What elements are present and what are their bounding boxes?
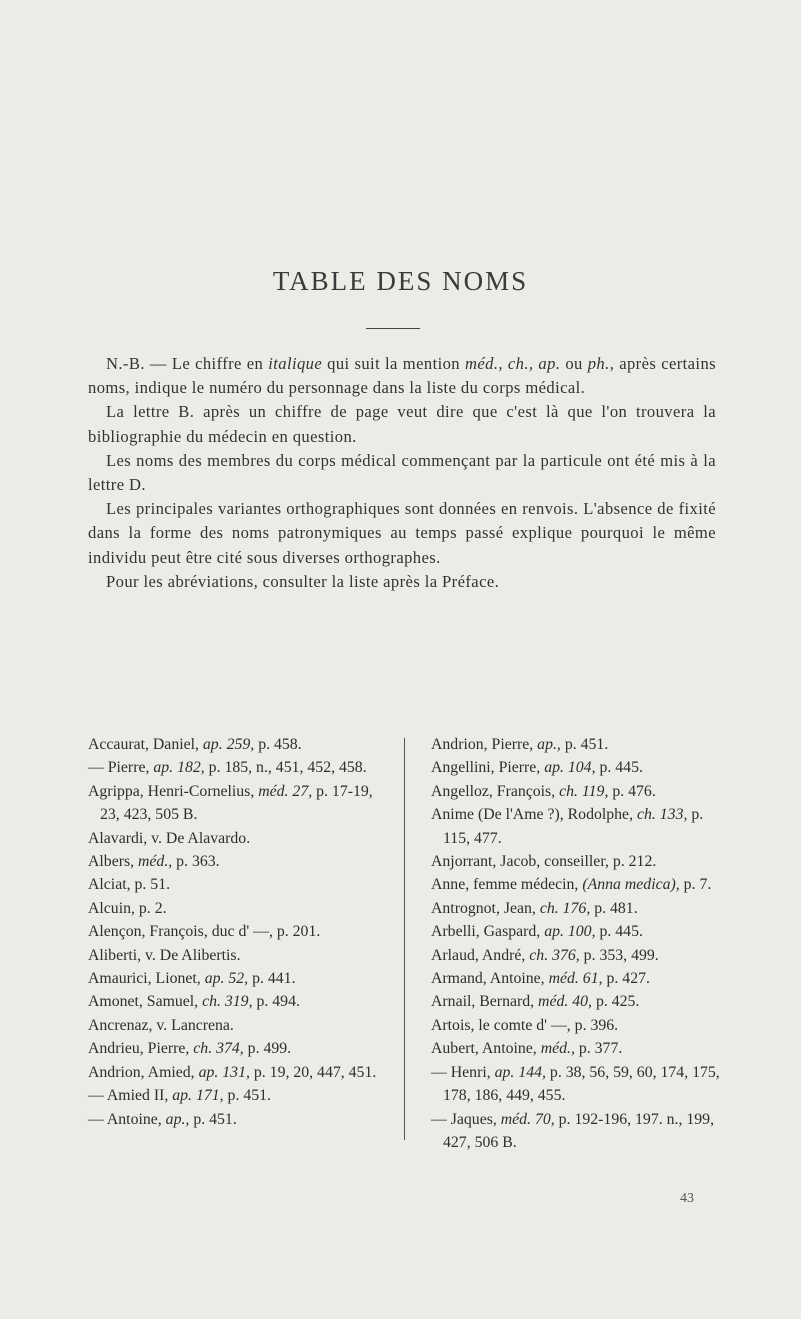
text-run: Ancrenaz, v. Lancrena. [88, 1016, 234, 1034]
index-entry [88, 850, 388, 873]
index-entry [88, 1084, 388, 1107]
index-entry [431, 897, 731, 920]
intro-paragraph [88, 449, 716, 497]
index-entry [431, 990, 731, 1013]
text-run: — Amied II, [88, 1087, 173, 1105]
index-column-left [88, 733, 388, 1131]
italic-run: (Anna medica), [582, 876, 680, 894]
text-run: p. 481. [590, 899, 638, 917]
text-run: p. 445. [595, 923, 643, 941]
index-entry [431, 803, 731, 850]
index-entry [431, 967, 731, 990]
text-run: p. 476. [608, 782, 656, 800]
index-entry [88, 990, 388, 1013]
page-title: TABLE DES NOMS [272, 266, 529, 296]
text-run: p. 38, 56, 59, 60, 174, 175, 178, 186, 449, 455. [443, 1063, 720, 1105]
text-run: p. 499. [243, 1040, 292, 1058]
index-entry [431, 756, 731, 779]
italic-run: méd., [138, 853, 173, 871]
text-run: p. 427. [602, 970, 650, 988]
italic-run: ap. 171, [172, 1087, 224, 1105]
text-run: p. 353, 499. [579, 946, 659, 964]
index-entry [88, 920, 388, 943]
text-run: p. 451. [560, 736, 609, 753]
text-run: Angellini, Pierre, [431, 759, 545, 777]
text-run: Alençon, François, duc d' —, p. 201. [88, 923, 321, 941]
italic-run: méd. 70, [500, 1110, 555, 1128]
index-entry [431, 780, 731, 803]
italic-run: ch. 176, [539, 899, 591, 917]
italic-run: ap. 52, [204, 970, 249, 988]
text-run: p. 192-196, 197. n., 199, 427, 506 B. [443, 1110, 715, 1151]
text-run: Albers, [88, 853, 139, 871]
text-run: p. 441. [248, 970, 296, 988]
index-entry [431, 944, 731, 967]
italic-run: ch. 376, [529, 946, 580, 964]
text-run: p. 377. [574, 1040, 623, 1058]
text-run: p. 363. [172, 853, 220, 871]
italic-run: ch. 374, [193, 1040, 244, 1058]
text-run: N.-B. — Le chiffre en [106, 354, 269, 373]
intro-paragraph [88, 570, 716, 594]
text-run: Anime (De l'Ame ?), Rodolphe, [431, 806, 637, 824]
text-run: Andrion, Pierre, [431, 736, 538, 753]
index-entry [88, 780, 388, 827]
italic-run: ap., [537, 736, 561, 753]
italic-run: ch. 133, [636, 806, 688, 824]
text-run: — Pierre, [88, 759, 154, 777]
page-number: 43 [680, 1191, 694, 1206]
text-run: Les principales variantes orthographiques sont données en renvois. L'absence de fixité dans la forme des noms patronymiques au temps passé explique pourquoi le même individu peut être cité sous diverses orthographes. [88, 499, 716, 567]
index-entry [88, 1037, 388, 1060]
text-run: p. 445. [595, 759, 643, 777]
index-entry [88, 873, 388, 896]
text-run: Aliberti, v. De Alibertis. [88, 946, 241, 964]
index-entry [88, 967, 388, 990]
text-run: — Jaques, [431, 1110, 501, 1128]
index-entry [431, 1108, 731, 1155]
italic-run: méd. 61, [548, 970, 603, 988]
text-run: Amonet, Samuel, [88, 993, 203, 1011]
text-run: — Antoine, [88, 1110, 166, 1128]
text-run: Artois, le comte d' —, p. 396. [431, 1016, 619, 1034]
index-column-right [431, 733, 731, 1154]
text-run: Amaurici, Lionet, [88, 970, 205, 988]
italic-run: ap., [165, 1110, 190, 1128]
text-run: Aubert, Antoine, [431, 1040, 541, 1058]
index-entry [431, 850, 731, 873]
index-entry [88, 756, 388, 779]
italic-run: ap. 144, [494, 1063, 546, 1081]
italic-run: ap. 182, [153, 759, 205, 777]
text-run: p. 17-19, 23, 423, 505 B. [100, 782, 373, 824]
italic-run: ch. 119, [559, 782, 609, 800]
index-entry [431, 1037, 731, 1060]
text-run: p. 451. [223, 1087, 271, 1105]
text-run: Pour les abréviations, consulter la liste après la Préface. [106, 571, 500, 591]
text-run: Antrognot, Jean, [431, 899, 540, 917]
italic-run: méd. 40, [538, 993, 592, 1011]
index-entry [88, 1108, 388, 1131]
italic-run: ph. [587, 354, 610, 373]
text-run: La lettre B. après un chiffre de page veut dire que c'est là que l'on trouvera la bibliographie du médecin en question. [88, 402, 716, 446]
index-entry [88, 897, 388, 920]
intro-notes [88, 352, 716, 594]
text-run: Alavardi, v. De Alavardo. [88, 829, 251, 847]
text-run: Les noms des membres du corps médical commençant par la particule ont été mis à la lettre D. [88, 450, 716, 495]
title-rule [366, 328, 420, 329]
italic-run: méd., ch., ap. [464, 354, 561, 373]
italic-run: ap. 104, [544, 759, 596, 777]
italic-run: méd. 27, [258, 782, 313, 800]
italic-run: ap. 100, [544, 923, 596, 941]
text-run: Anne, femme médecin, [431, 876, 583, 894]
text-run: Andrieu, Pierre, [88, 1040, 194, 1058]
text-run: — Henri, [431, 1063, 495, 1081]
italic-run: ch. 319, [202, 993, 253, 1011]
text-run: p. 451. [189, 1110, 237, 1128]
text-run: Agrippa, Henri-Cornelius, [88, 782, 259, 800]
index-entry [431, 920, 731, 943]
text-run: Armand, Antoine, [431, 970, 549, 988]
intro-paragraph [88, 352, 716, 400]
text-run: Anjorrant, Jacob, conseiller, p. 212. [431, 853, 657, 871]
index-entry [431, 873, 731, 896]
italic-run: ap. 131, [198, 1063, 250, 1081]
intro-paragraph [88, 400, 716, 448]
text-run: Accaurat, Daniel, [88, 736, 203, 753]
text-run: p. 458. [254, 736, 302, 753]
intro-paragraph [88, 497, 716, 570]
italic-run: italique [268, 354, 323, 373]
index-entry [88, 1014, 388, 1037]
text-run: qui suit la mention [322, 354, 465, 373]
italic-run: ap. 259, [202, 736, 255, 753]
index-entry [431, 1061, 731, 1108]
text-run: p. 7. [679, 876, 712, 894]
text-run: Arlaud, André, [431, 946, 530, 964]
column-divider [404, 738, 405, 1140]
text-run: p. 19, 20, 447, 451. [249, 1063, 377, 1081]
index-entry [88, 827, 388, 850]
text-run: Arbelli, Gaspard, [431, 923, 545, 941]
index-entry [431, 1014, 731, 1037]
text-run: ou [560, 354, 588, 373]
index-entry [88, 1061, 388, 1084]
index-entry [431, 733, 731, 756]
italic-run: méd., [540, 1040, 575, 1058]
text-run: Arnail, Bernard, [431, 993, 539, 1011]
text-run: p. 494. [252, 993, 300, 1011]
index-entry [88, 944, 388, 967]
text-run: p. 115, 477. [443, 806, 704, 847]
text-run: , après certains noms, indique le numéro du personnage dans la liste du corps médical. [88, 354, 716, 398]
text-run: Andrion, Amied, [88, 1063, 199, 1081]
text-run: Alcuin, p. 2. [88, 899, 167, 917]
text-run: p. 425. [592, 993, 640, 1011]
text-run: Alciat, p. 51. [88, 876, 171, 894]
index-entry [88, 733, 388, 756]
text-run: Angelloz, François, [431, 782, 560, 800]
text-run: p. 185, n., 451, 452, 458. [204, 759, 367, 777]
